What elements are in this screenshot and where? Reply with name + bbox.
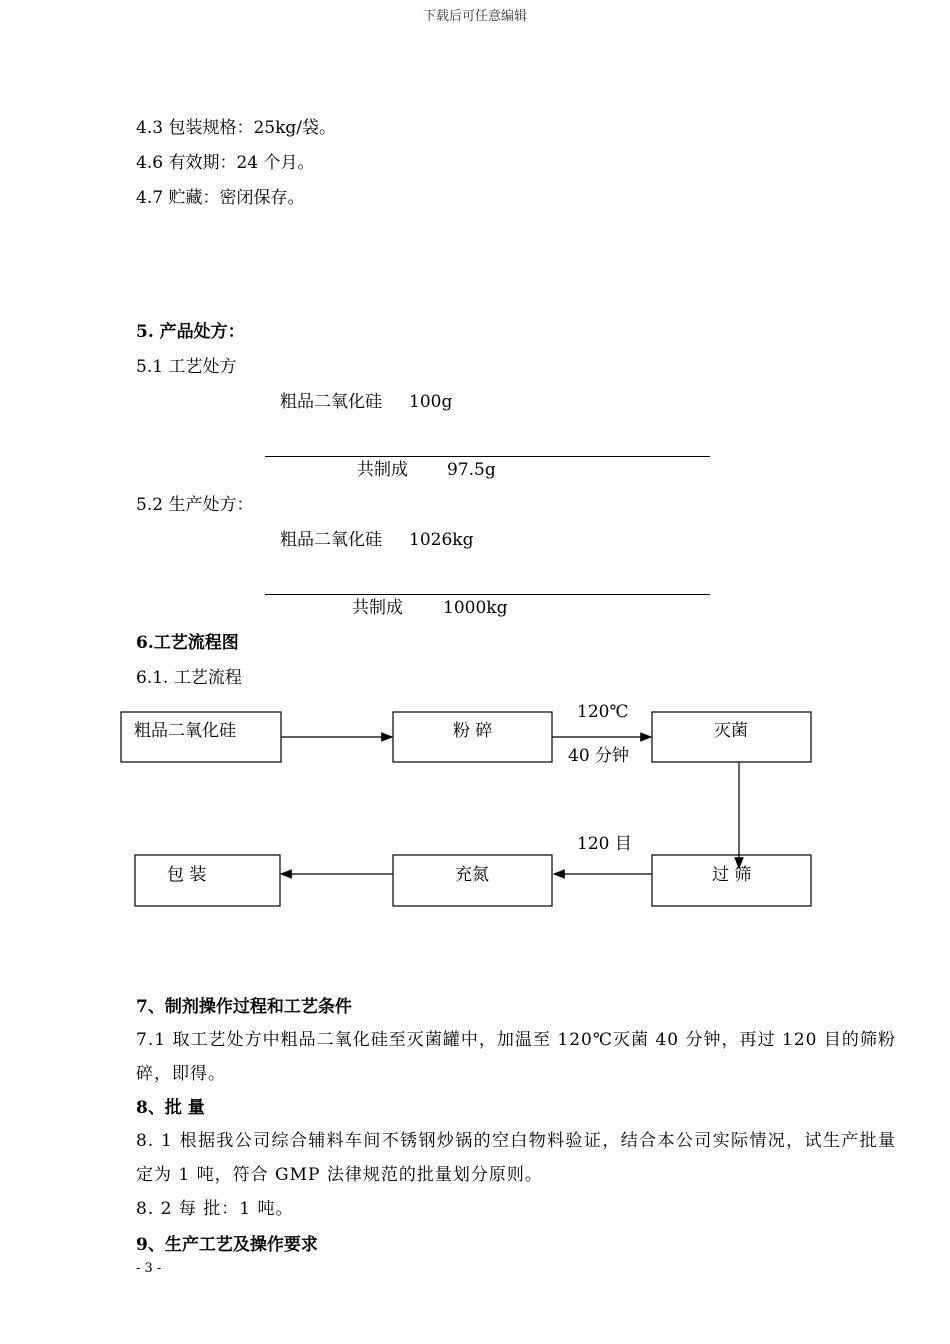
s51-total-label: 共制成	[357, 460, 408, 480]
flow-label-mesh: 120 目	[577, 834, 632, 854]
s51-total-rule	[265, 456, 710, 457]
section-8-2-text: 8. 2 每 批：1 吨。	[136, 1199, 294, 1219]
flow-box-packaging	[135, 855, 280, 906]
flow-label-crushing: 粉 碎	[453, 721, 493, 741]
s52-amount: 1026kg	[409, 530, 474, 550]
header-note: 下载后可任意编辑	[422, 9, 527, 24]
flow-label-nitrogen: 充氮	[455, 865, 489, 885]
flow-label-sterilization: 灭菌	[714, 721, 748, 741]
s51-ingredient: 粗品二氧化硅	[280, 392, 382, 412]
flow-label-sieving: 过 筛	[712, 865, 752, 885]
s52-total-rule	[265, 594, 710, 595]
section-5-2-label: 5.2 生产处方：	[136, 495, 254, 515]
section-7-title: 7、制剂操作过程和工艺条件	[136, 997, 352, 1017]
s51-total-value: 97.5g	[447, 460, 496, 480]
section-7-1-text: 7.1 取工艺处方中粗品二氧化硅至灭菌罐中，加温至 120℃灭菌 40 分钟，再过 120 目的筛粉碎，即得。	[136, 1030, 896, 1084]
s52-total-label: 共制成	[352, 598, 403, 618]
flow-label-temperature: 120℃	[577, 702, 629, 722]
section-8-1-text: 8. 1 根据我公司综合辅料车间不锈钢炒锅的空白物料验证，结合本公司实际情况，试生产批量定为 1 吨，符合 GMP 法律规范的批量划分原则。	[136, 1131, 896, 1185]
flow-label-packaging: 包 装	[167, 865, 207, 885]
section-6-1-label: 6.1. 工艺流程	[136, 668, 242, 688]
section-5-1-label: 5.1 工艺处方	[136, 357, 237, 377]
flow-label-duration: 40 分钟	[568, 746, 630, 766]
s51-amount: 100g	[409, 392, 453, 412]
flow-label-raw-material: 粗品二氧化硅	[134, 721, 236, 741]
section-9-title: 9、生产工艺及操作要求	[136, 1235, 318, 1255]
section-6-title: 6.工艺流程图	[136, 633, 239, 653]
s52-total-value: 1000kg	[443, 598, 508, 618]
s52-ingredient: 粗品二氧化硅	[280, 530, 382, 550]
spec-storage: 4.7 贮藏：密闭保存。	[136, 188, 305, 208]
spec-packaging: 4.3 包装规格：25kg/袋。	[136, 118, 336, 138]
section-5-title: 5. 产品处方：	[136, 322, 245, 342]
spec-shelf-life: 4.6 有效期：24 个月。	[136, 153, 315, 173]
page-number: - 3 -	[136, 1261, 162, 1276]
section-8-title: 8、批 量	[136, 1098, 205, 1118]
